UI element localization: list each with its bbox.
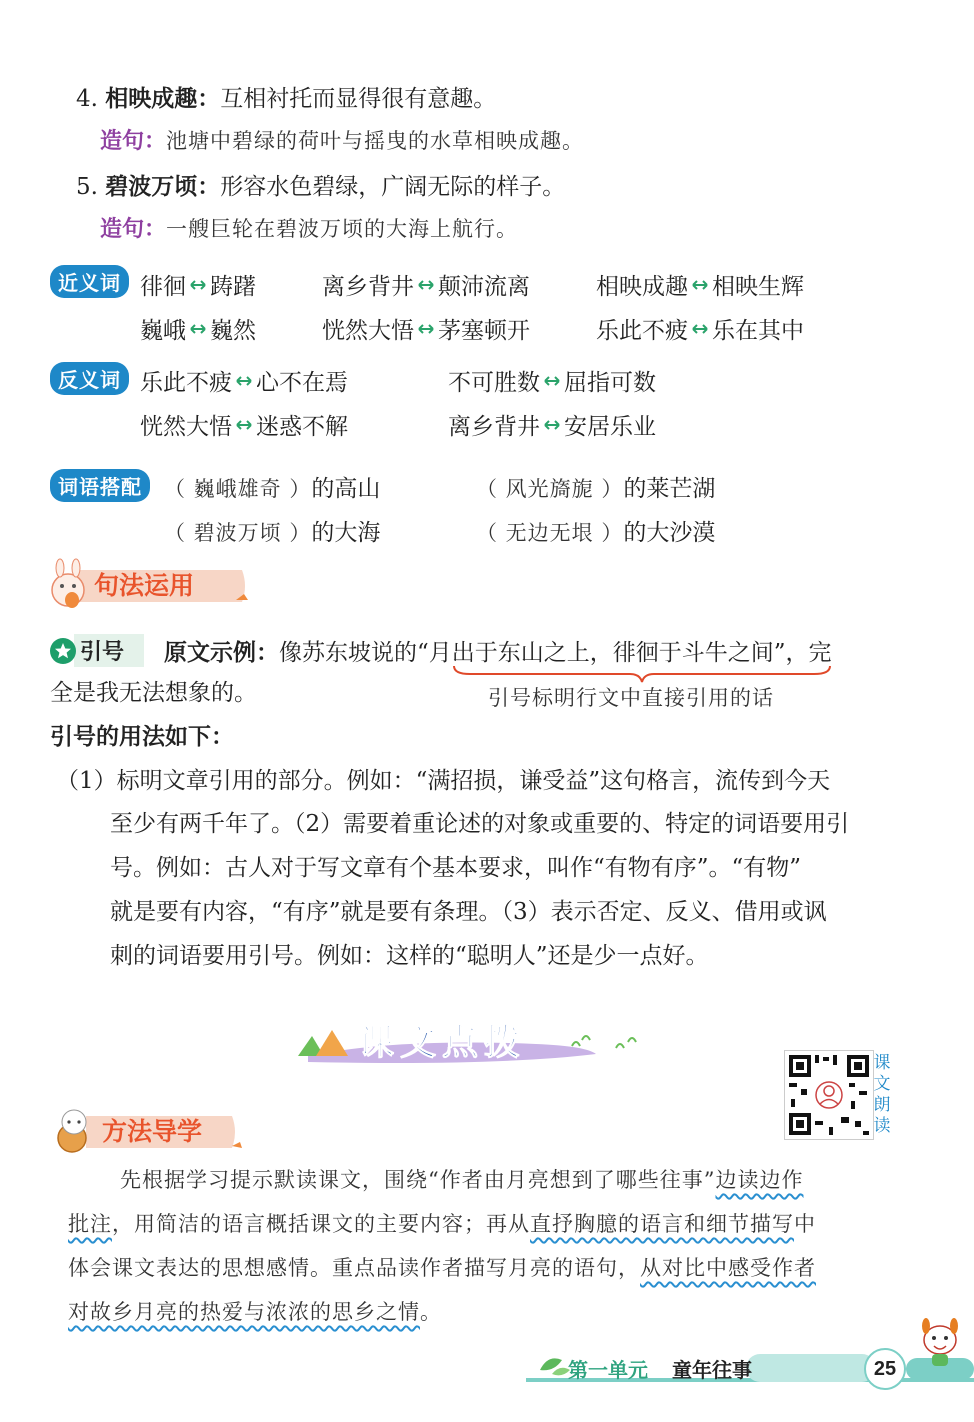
collocation-answer: （ 无边无垠 ） xyxy=(476,521,624,545)
antonym-pair xyxy=(140,408,348,441)
word: 恍然大悟 xyxy=(140,414,232,440)
quote-example-line xyxy=(164,634,832,667)
collocation-item xyxy=(164,514,380,547)
quote-badge xyxy=(50,634,144,667)
double-arrow-icon xyxy=(692,324,708,334)
synonym-pair xyxy=(322,312,530,345)
double-arrow-icon xyxy=(418,280,434,290)
word: 恍然大悟 xyxy=(322,318,414,344)
vocab-example-4 xyxy=(100,124,584,155)
qr-label-char: 文 xyxy=(873,1074,891,1093)
antonyms-label: 反义词 xyxy=(50,362,129,395)
method-highlight: 对故乡月亮的热爱与浓浓的思乡之情 xyxy=(68,1300,420,1324)
example-label: 造句： xyxy=(100,128,167,154)
footer-title: 童年往事 xyxy=(672,1360,752,1382)
example-sentence: 池塘中碧绿的荷叶与摇曳的水草相映成趣。 xyxy=(166,129,585,153)
double-arrow-icon xyxy=(190,324,206,334)
qr-code[interactable] xyxy=(784,1050,874,1140)
collocation-tail: 的莱芒湖 xyxy=(623,476,716,502)
collocation-tail: 的大海 xyxy=(311,520,381,546)
synonym-pair xyxy=(596,268,804,301)
syntax-banner-title: 句法运用 xyxy=(94,572,195,600)
word: 徘徊 xyxy=(140,274,186,300)
word: 颠沛流离 xyxy=(438,274,530,300)
vocab-number: 4. xyxy=(76,86,98,112)
word: 茅塞顿开 xyxy=(438,318,530,344)
vocab-colon: ： xyxy=(197,85,221,112)
example-sentence: 一艘巨轮在碧波万顷的大海上航行。 xyxy=(166,217,519,241)
collocation-answer: （ 碧波万顷 ） xyxy=(164,521,312,545)
quote-badge-label: 引号 xyxy=(74,634,144,667)
method-highlight: 从对比中感受作者 xyxy=(640,1256,816,1280)
collocation-item xyxy=(476,470,715,503)
collocation-item xyxy=(164,470,380,503)
vocab-example-5 xyxy=(100,212,518,243)
word: 相映成趣 xyxy=(596,274,688,300)
word: 相映生辉 xyxy=(712,274,804,300)
qr-label xyxy=(872,1052,892,1136)
word: 乐此不疲 xyxy=(140,370,232,396)
usage-line: 至少有两千年了。（2）需要着重论述的对象或重要的、特定的词语要用引 xyxy=(110,811,850,837)
method-text: 中 xyxy=(794,1212,816,1236)
double-arrow-icon xyxy=(236,420,252,430)
word: 离乡背井 xyxy=(322,274,414,300)
method-line xyxy=(120,1164,803,1194)
quoted-text xyxy=(417,640,786,666)
usage-line: （1）标明文章引用的部分。例如：“满招损，谦受益”这句格言，流传到今天 xyxy=(56,768,831,794)
collocation-answer: （ 巍峨雄奇 ） xyxy=(164,477,312,501)
method-banner-title: 方法导学 xyxy=(102,1118,203,1146)
synonym-pair xyxy=(140,268,256,301)
double-arrow-icon xyxy=(544,376,560,386)
synonyms-label: 近义词 xyxy=(50,265,129,298)
word: 巍然 xyxy=(210,318,256,344)
method-line xyxy=(68,1208,816,1238)
word: 离乡背井 xyxy=(448,414,540,440)
synonym-pair xyxy=(596,312,804,345)
usage-title: 引号的用法如下： xyxy=(50,723,234,750)
word: 踌躇 xyxy=(210,274,256,300)
quote-text-after: ，完 xyxy=(785,640,832,666)
method-text: ，用简洁的语言概括课文的主要内容；再从 xyxy=(112,1212,530,1236)
method-text: 先根据学习提示默读课文，围绕“作者由月亮想到了哪些往事” xyxy=(120,1168,716,1192)
method-text: 。 xyxy=(420,1300,442,1324)
word: 乐在其中 xyxy=(712,318,804,344)
double-arrow-icon xyxy=(418,324,434,334)
word: 安居乐业 xyxy=(564,414,656,440)
word: 迷惑不解 xyxy=(256,414,348,440)
collocation-tail: 的高山 xyxy=(311,476,381,502)
footer-bar xyxy=(526,1348,974,1388)
qr-label-char: 课 xyxy=(873,1053,891,1072)
quote-lead: 原文示例： xyxy=(164,639,279,666)
collocations-label: 词语搭配 xyxy=(50,469,150,502)
syntax-banner xyxy=(46,556,250,610)
vocab-item-4 xyxy=(76,80,496,113)
double-arrow-icon xyxy=(190,280,206,290)
usage-line: 刺的词语要用引号。例如：这样的“聪明人”还是少一点好。 xyxy=(110,943,709,969)
usage-line: 号。例如：古人对于写文章有个基本要求，叫作“有物有序”。“有物” xyxy=(110,855,802,881)
antonym-pair xyxy=(140,364,348,397)
collocation-answer: （ 风光旖旎 ） xyxy=(476,477,624,501)
antonym-pair xyxy=(448,408,656,441)
section-title-banner xyxy=(296,1010,648,1070)
collocation-tail: 的大沙漠 xyxy=(623,520,716,546)
vocab-definition: 形容水色碧绿，广阔无际的样子。 xyxy=(220,174,566,200)
qr-label-char: 读 xyxy=(873,1116,891,1135)
synonym-pair xyxy=(140,312,256,345)
example-label: 造句： xyxy=(100,216,167,242)
double-arrow-icon xyxy=(692,280,708,290)
double-arrow-icon xyxy=(544,420,560,430)
method-highlight: 边读边作 xyxy=(715,1168,804,1192)
quote-bracket xyxy=(450,664,834,684)
method-highlight: 批注 xyxy=(68,1212,112,1236)
method-banner xyxy=(46,1102,246,1154)
vocab-colon: ： xyxy=(197,173,221,200)
method-highlight: 直抒胸臆的语言和细节描写 xyxy=(530,1212,794,1236)
word: 乐此不疲 xyxy=(596,318,688,344)
quote-text-before: 像苏东坡说的 xyxy=(279,640,417,666)
method-line xyxy=(68,1296,442,1326)
word: 不可胜数 xyxy=(448,370,540,396)
method-text: 体会课文表达的思想感情。重点品读作者描写月亮的语句， xyxy=(68,1256,640,1280)
page-number: 25 xyxy=(864,1348,906,1390)
collocation-item xyxy=(476,514,715,547)
star-icon xyxy=(50,638,76,664)
vocab-term: 碧波万顷 xyxy=(105,173,198,200)
vocab-item-5 xyxy=(76,168,565,201)
qr-code-icon xyxy=(785,1051,873,1139)
footer-unit: 第一单元 xyxy=(568,1360,648,1382)
word: 巍峨 xyxy=(140,318,186,344)
word: 心不在焉 xyxy=(256,370,348,396)
method-line xyxy=(68,1252,816,1282)
quote-annotation: 引号标明行文中直接引用的话 xyxy=(488,686,774,710)
antonym-pair xyxy=(448,364,656,397)
synonym-pair xyxy=(322,268,530,301)
vocab-term: 相映成趣 xyxy=(105,85,198,112)
usage-line: 就是要有内容，“有序”就是要有条理。（3）表示否定、反义、借用或讽 xyxy=(110,899,827,925)
word: 屈指可数 xyxy=(564,370,656,396)
vocab-definition: 互相衬托而显得很有意趣。 xyxy=(220,86,497,112)
qr-label-char: 朗 xyxy=(873,1095,891,1114)
quote-line-2: 全是我无法想象的。 xyxy=(50,680,257,706)
mascot-icon xyxy=(918,1312,962,1368)
section-title: 课文点拨 xyxy=(358,1021,527,1062)
quoted-text-content: “月出于东山之上，徘徊于斗牛之间” xyxy=(417,640,786,666)
vocab-number: 5. xyxy=(76,174,98,200)
double-arrow-icon xyxy=(236,376,252,386)
